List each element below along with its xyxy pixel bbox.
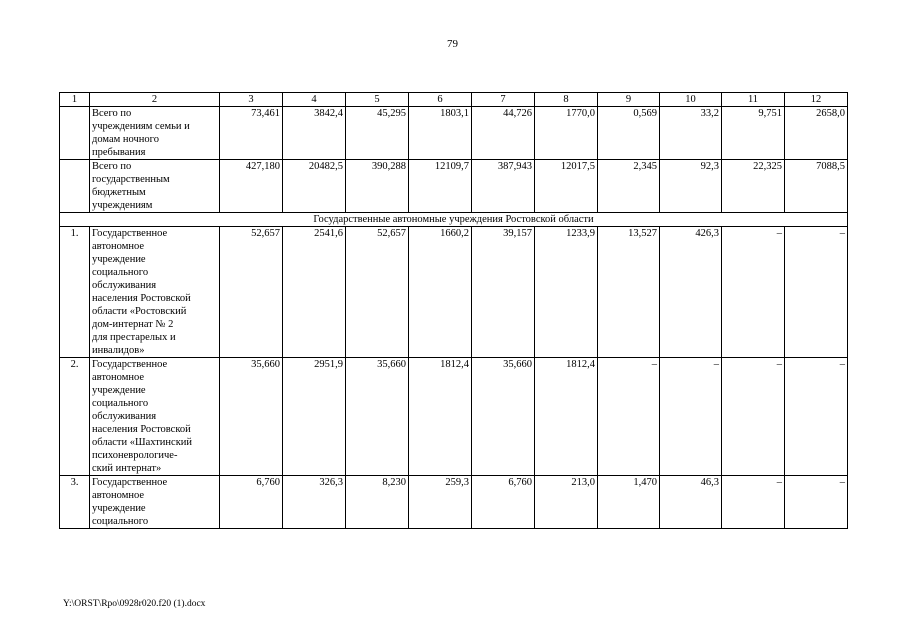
column-number: 12 [785, 93, 848, 107]
row-name [90, 476, 220, 529]
value-cell: – [722, 476, 785, 529]
column-number: 11 [722, 93, 785, 107]
value-cell: – [598, 358, 660, 476]
value-cell: 52,657 [346, 227, 409, 358]
row-name-line: автономное [92, 372, 145, 383]
row-name-line: Всего по [92, 108, 132, 119]
value-cell: 426,3 [660, 227, 722, 358]
row-name [90, 160, 220, 213]
column-number: 9 [598, 93, 660, 107]
column-number: 6 [409, 93, 472, 107]
row-name-line: учреждение [92, 254, 146, 265]
value-cell: 3842,4 [283, 107, 346, 160]
row-name-line: Государственное [92, 359, 168, 370]
value-cell: – [722, 227, 785, 358]
row-name [90, 227, 220, 358]
value-cell: 7088,5 [785, 160, 848, 213]
column-number: 3 [220, 93, 283, 107]
value-cell: 2658,0 [785, 107, 848, 160]
row-name-line: дом-интернат № 2 [92, 319, 174, 330]
column-number: 10 [660, 93, 722, 107]
value-cell: – [785, 227, 848, 358]
value-cell: 12109,7 [409, 160, 472, 213]
column-number: 1 [60, 93, 90, 107]
row-name-line: государственным [92, 174, 170, 185]
value-cell: 46,3 [660, 476, 722, 529]
row-name-line: области «Ростовский [92, 306, 187, 317]
row-name-line: обслуживания [92, 411, 157, 422]
value-cell: 1812,4 [535, 358, 598, 476]
value-cell: 20482,5 [283, 160, 346, 213]
row-name [90, 358, 220, 476]
page-number: 79 [447, 38, 458, 50]
row-name-line: бюджетным [92, 187, 146, 198]
value-cell: 33,2 [660, 107, 722, 160]
value-cell: 213,0 [535, 476, 598, 529]
value-cell: – [785, 358, 848, 476]
value-cell: 1812,4 [409, 358, 472, 476]
value-cell: – [660, 358, 722, 476]
value-cell: 2541,6 [283, 227, 346, 358]
value-cell: 387,943 [472, 160, 535, 213]
value-cell: 2951,9 [283, 358, 346, 476]
row-name-line: Государственное [92, 477, 168, 488]
value-cell: 8,230 [346, 476, 409, 529]
row-name-line: обслуживания [92, 280, 157, 291]
table-row [60, 160, 848, 213]
row-index: 2. [60, 358, 90, 476]
value-cell: 427,180 [220, 160, 283, 213]
row-name-line: населения Ростовской [92, 293, 191, 304]
value-cell: 259,3 [409, 476, 472, 529]
row-name-line: пребывания [92, 147, 146, 158]
value-cell: 0,569 [598, 107, 660, 160]
value-cell: – [722, 358, 785, 476]
value-cell: 35,660 [472, 358, 535, 476]
row-index: 3. [60, 476, 90, 529]
row-name-line: учреждениям [92, 200, 153, 211]
row-name-line: ский интернат» [92, 463, 162, 474]
column-number: 2 [90, 93, 220, 107]
row-name-line: Всего по [92, 161, 132, 172]
value-cell: 52,657 [220, 227, 283, 358]
value-cell: 45,295 [346, 107, 409, 160]
value-cell: 92,3 [660, 160, 722, 213]
value-cell: 73,461 [220, 107, 283, 160]
value-cell: 2,345 [598, 160, 660, 213]
value-cell: 6,760 [472, 476, 535, 529]
table-row [60, 358, 848, 476]
value-cell: 6,760 [220, 476, 283, 529]
value-cell: 1,470 [598, 476, 660, 529]
row-name-line: учреждение [92, 503, 146, 514]
value-cell: 12017,5 [535, 160, 598, 213]
value-cell: 35,660 [220, 358, 283, 476]
row-name-line: инвалидов» [92, 345, 145, 356]
row-index: 1. [60, 227, 90, 358]
row-name-line: домам ночного [92, 134, 159, 145]
value-cell: 9,751 [722, 107, 785, 160]
row-name-line: психоневрологиче- [92, 450, 178, 461]
column-number: 4 [283, 93, 346, 107]
table-row [60, 227, 848, 358]
value-cell: 326,3 [283, 476, 346, 529]
value-cell: 22,325 [722, 160, 785, 213]
row-name-line: социального [92, 516, 149, 527]
value-cell: 44,726 [472, 107, 535, 160]
value-cell: 1770,0 [535, 107, 598, 160]
column-number: 8 [535, 93, 598, 107]
value-cell: 13,527 [598, 227, 660, 358]
row-name-line: населения Ростовской [92, 424, 191, 435]
row-name-line: учреждение [92, 385, 146, 396]
row-name-line: социального [92, 398, 149, 409]
value-cell: 35,660 [346, 358, 409, 476]
value-cell: 1233,9 [535, 227, 598, 358]
row-name-line: для престарелых и [92, 332, 176, 343]
column-number: 5 [346, 93, 409, 107]
row-name-line: Государственное [92, 228, 168, 239]
table-row [60, 476, 848, 529]
row-name-line: социального [92, 267, 149, 278]
row-name-line: области «Шахтинский [92, 437, 193, 448]
footer-file-path: Y:\ORST\Rpo\0928r020.f20 (1).docx [63, 599, 206, 609]
value-cell: 1803,1 [409, 107, 472, 160]
data-table [59, 92, 848, 529]
value-cell: 390,288 [346, 160, 409, 213]
section-row [60, 213, 848, 227]
value-cell: – [785, 476, 848, 529]
value-cell: 39,157 [472, 227, 535, 358]
column-number: 7 [472, 93, 535, 107]
value-cell: 1660,2 [409, 227, 472, 358]
column-number-row [60, 93, 848, 107]
section-title: Государственные автономные учреждения Ростовской области [60, 213, 848, 227]
row-name-line: учреждениям семьи и [92, 121, 190, 132]
row-index [60, 160, 90, 213]
row-index [60, 107, 90, 160]
table-row [60, 107, 848, 160]
row-name-line: автономное [92, 490, 145, 501]
row-name-line: автономное [92, 241, 145, 252]
row-name [90, 107, 220, 160]
